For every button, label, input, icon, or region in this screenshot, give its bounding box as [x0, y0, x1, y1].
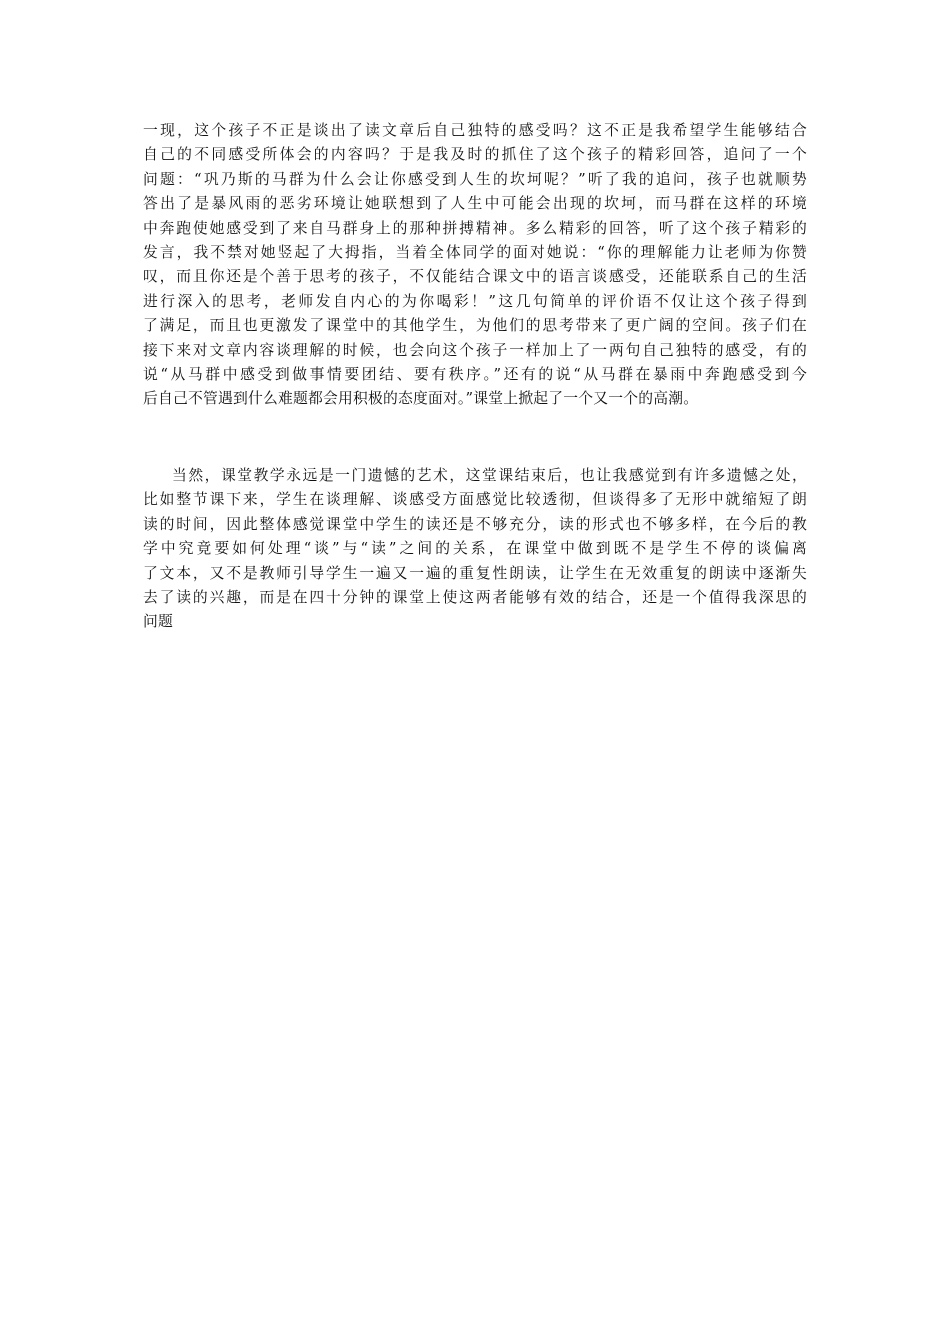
paragraph-line: 读的时间，因此整体感觉课堂中学生的读还是不够充分，读的形式也不够多样，在今后的教	[143, 515, 807, 533]
paragraph-line: 答出了是暴风雨的恶劣环境让她联想到了人生中可能会出现的坎坷，而马群在这样的环境	[143, 195, 807, 213]
paragraph-line: 叹，而且你还是个善于思考的孩子，不仅能结合课文中的语言谈感受，还能联系自己的生活	[143, 268, 807, 286]
paragraph-line: 比如整节课下来，学生在谈理解、谈感受方面感觉比较透彻，但谈得多了无形中就缩短了朗	[143, 491, 807, 509]
paragraph-1	[143, 119, 807, 412]
paragraph-line: 后自己不管遇到什么难题都会用积极的态度面对。”课堂上掀起了一个又一个的高潮。	[143, 390, 699, 408]
paragraph-line: 学中究竟要如何处理“谈”与“读”之间的关系，在课堂中做到既不是学生不停的谈偏离	[143, 540, 807, 558]
paragraph-line: 当然，课堂教学永远是一门遗憾的艺术，这堂课结束后，也让我感觉到有许多遗憾之处，	[172, 467, 807, 484]
paragraph-line: 一现，这个孩子不正是谈出了读文章后自己独特的感受吗？这不正是我希望学生能够结合	[143, 122, 807, 139]
paragraph-2-continued	[143, 488, 807, 634]
paragraph-line: 问题：“巩乃斯的马群为什么会让你感受到人生的坎坷呢？”听了我的追问，孩子也就顺势	[143, 170, 807, 188]
paragraph-line: 自己的不同感受所体会的内容吗？于是我及时的抓住了这个孩子的精彩回答，追问了一个	[143, 146, 807, 164]
paragraph-line: 接下来对文章内容谈理解的时候，也会向这个孩子一样加上了一两句自己独特的感受，有的	[143, 341, 807, 359]
paragraph-line: 说“从马群中感受到做事情要团结、要有秩序。”还有的说“从马群在暴雨中奔跑感受到今	[143, 366, 807, 384]
paragraph-line: 中奔跑使她感受到了来自马群身上的那种拼搏精神。多么精彩的回答，听了这个孩子精彩的	[143, 219, 807, 237]
paragraph-line: 了文本，又不是教师引导学生一遍又一遍的重复性朗读，让学生在无效重复的朗读中逐渐失	[143, 564, 807, 582]
paragraph-line: 去了读的兴趣，而是在四十分钟的课堂上使这两者能够有效的结合，还是一个值得我深思的	[143, 589, 807, 607]
paragraph-line: 发言，我不禁对她竖起了大拇指，当着全体同学的面对她说：“你的理解能力让老师为你赞	[143, 244, 807, 262]
paragraph-2	[143, 464, 807, 488]
paragraph-line: 问题	[143, 613, 173, 631]
paragraph-line: 进行深入的思考，老师发自内心的为你喝彩！”这几句简单的评价语不仅让这个孩子得到	[143, 292, 807, 310]
paragraph-line: 了满足，而且也更激发了课堂中的其他学生，为他们的思考带来了更广阔的空间。孩子们在	[143, 317, 807, 335]
